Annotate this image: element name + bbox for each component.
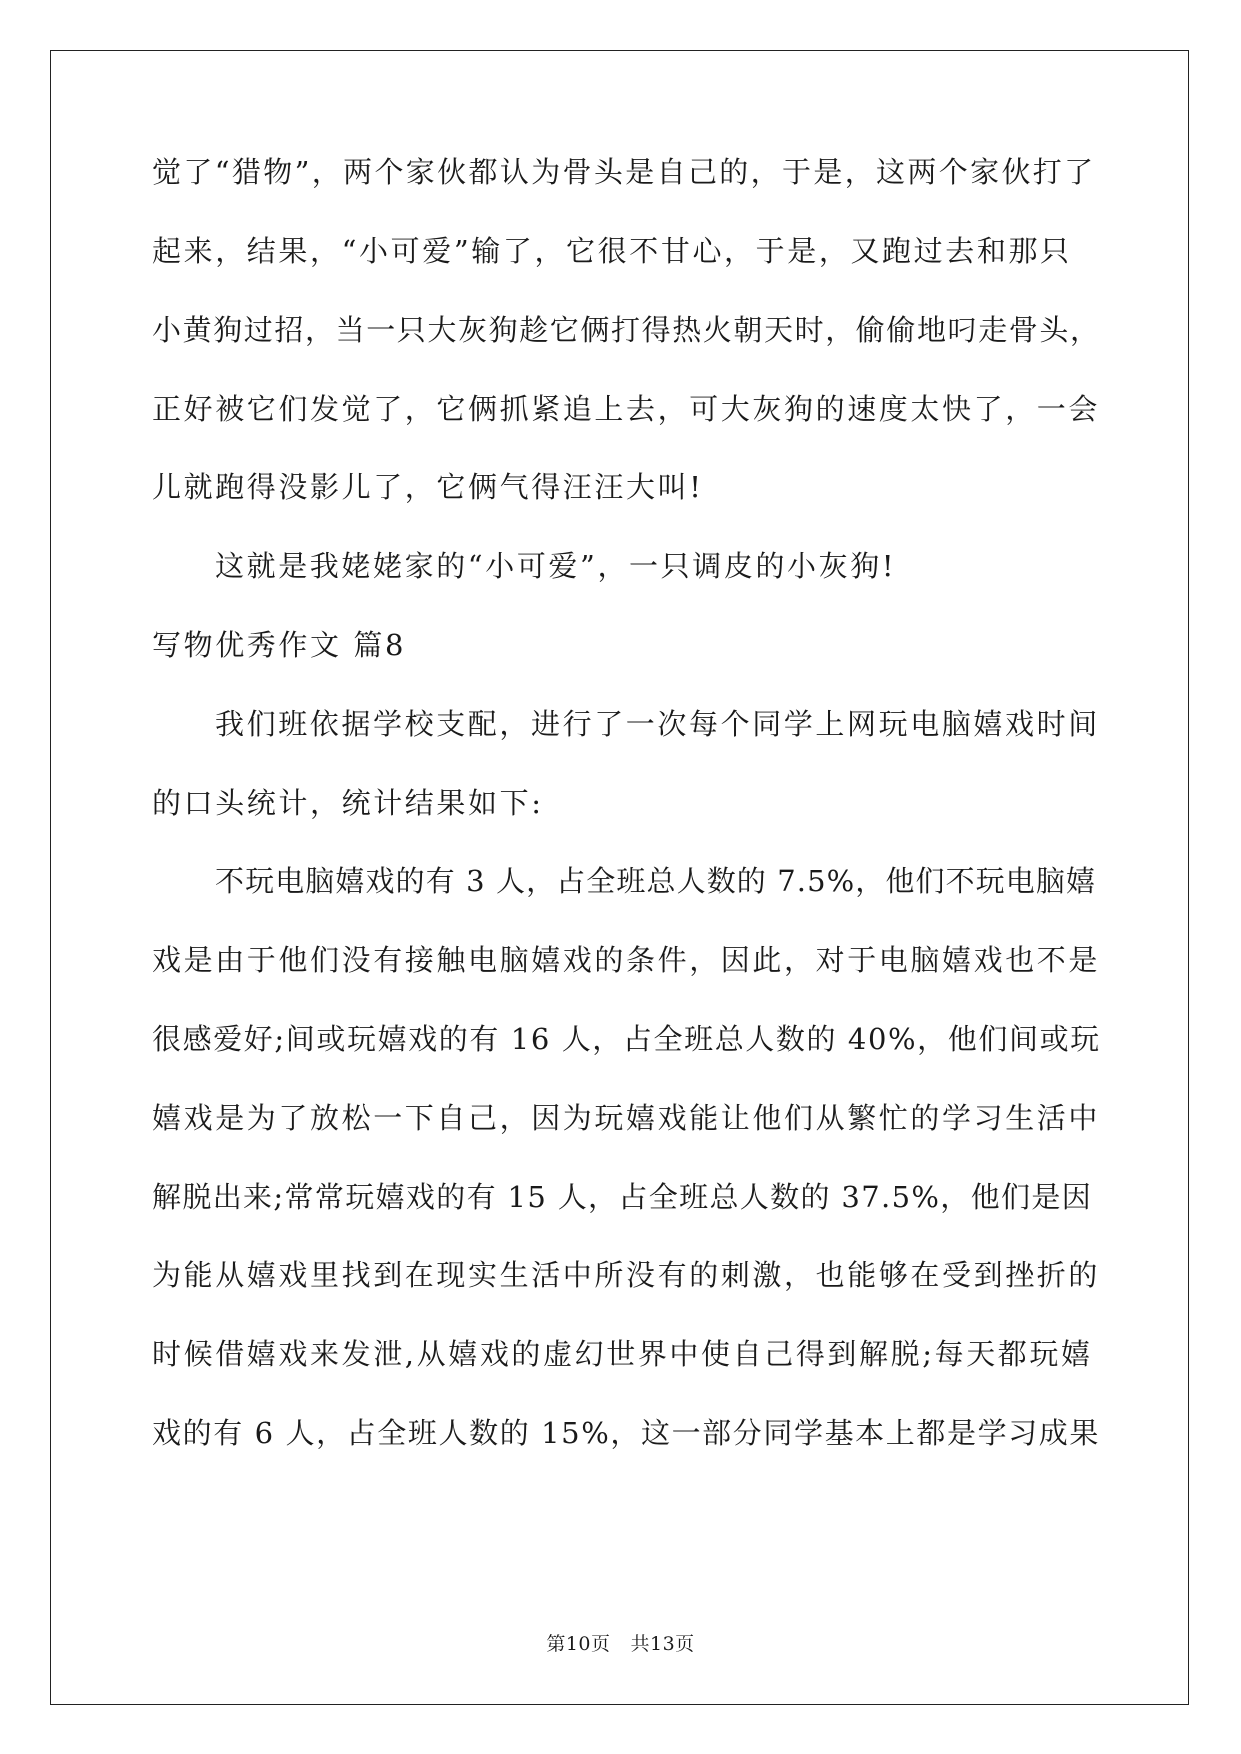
- page-number-total: 共13页: [630, 1633, 695, 1655]
- paragraph-line: 解脱出来;常常玩嬉戏的有 15 人，占全班总人数的 37.5%，他们是因: [152, 1180, 1093, 1214]
- paragraph-line: 儿就跑得没影儿了，它俩气得汪汪大叫!: [152, 470, 704, 504]
- paragraph-line: 这就是我姥姥家的“小可爱”，一只调皮的小灰狗!: [215, 549, 897, 583]
- paragraph-line: 小黄狗过招，当一只大灰狗趁它俩打得热火朝天时，偷偷地叼走骨头，: [152, 313, 1101, 347]
- section-heading: 写物优秀作文 篇8: [152, 628, 407, 662]
- page-footer: [0, 1632, 1241, 1656]
- paragraph-line: 很感爱好;间或玩嬉戏的有 16 人，占全班总人数的 40%，他们间或玩: [152, 1022, 1101, 1056]
- paragraph-line: 的口头统计，统计结果如下:: [152, 786, 544, 820]
- page-number-current: 第10页: [546, 1633, 611, 1655]
- paragraph-line: 我们班依据学校支配，进行了一次每个同学上网玩电脑嬉戏时间: [215, 707, 1100, 741]
- paragraph-line: 不玩电脑嬉戏的有 3 人，占全班总人数的 7.5%，他们不玩电脑嬉: [215, 864, 1097, 898]
- paragraph-line: 戏是由于他们没有接触电脑嬉戏的条件，因此，对于电脑嬉戏也不是: [152, 943, 1101, 977]
- paragraph-line: 嬉戏是为了放松一下自己，因为玩嬉戏能让他们从繁忙的学习生活中: [152, 1101, 1101, 1135]
- paragraph-line: 戏的有 6 人，占全班人数的 15%，这一部分同学基本上都是学习成果: [152, 1416, 1100, 1450]
- paragraph-line: 觉了“猎物”，两个家伙都认为骨头是自己的，于是，这两个家伙打了: [152, 155, 1096, 189]
- paragraph-line: 起来，结果，“小可爱”输了，它很不甘心，于是，又跑过去和那只: [152, 234, 1072, 268]
- paragraph-line: 正好被它们发觉了，它俩抓紧追上去，可大灰狗的速度太快了，一会: [152, 392, 1101, 426]
- paragraph-line: 时候借嬉戏来发泄,从嬉戏的虚幻世界中使自己得到解脱;每天都玩嬉: [152, 1337, 1093, 1371]
- paragraph-line: 为能从嬉戏里找到在现实生活中所没有的刺激，也能够在受到挫折的: [152, 1258, 1101, 1292]
